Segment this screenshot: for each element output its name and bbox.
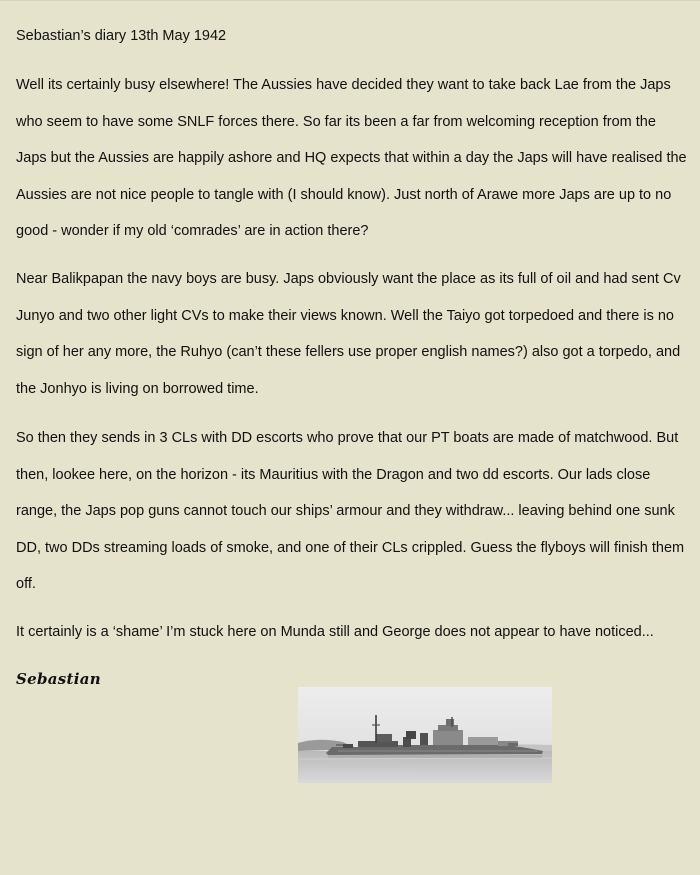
- warship-photo: [298, 687, 552, 783]
- diary-title: Sebastian’s diary 13th May 1942: [16, 28, 227, 44]
- diary-paragraph-2: Near Balikpapan the navy boys are busy. Japs obviously want the place as its full of oil and had sent Cv Junyo and two other light CVs to make their views known. Well the Taiyo got torpedoed and there is no sign of her any more, the Ruhyo (can’t these fellers use proper english names?) also got a torpedo, and the Jonhyo is living on borrowed time.: [16, 271, 681, 397]
- signature: Sebastian: [16, 670, 101, 688]
- diary-paragraph-1: Well its certainly busy elsewhere! The Aussies have decided they want to take back Lae from the Japs who seem to have some SNLF forces there. So far its been a far from welcoming reception from the Japs but the Aussies are happily ashore and HQ expects that within a day the Japs will have realised the Aussies are not nice people to tangle with (I should know). Just north of Arawe more Japs are up to no good - wonder if my old ‘comrades’ are in action there?: [16, 77, 687, 239]
- diary-paragraph-4: It certainly is a ‘shame’ I’m stuck here on Munda still and George does not appear to have noticed...: [16, 624, 654, 640]
- diary-paragraph-3: So then they sends in 3 CLs with DD escorts who prove that our PT boats are made of matchwood. But then, lookee here, on the horizon - its Mauritius with the Dragon and two dd escorts. Our lads close range, the Japs pop guns cannot touch our ships’ armour and they withdraw... leaving behind one sunk DD, two DDs streaming loads of smoke, and one of their CLs crippled. Guess the flyboys will finish them off.: [16, 430, 685, 592]
